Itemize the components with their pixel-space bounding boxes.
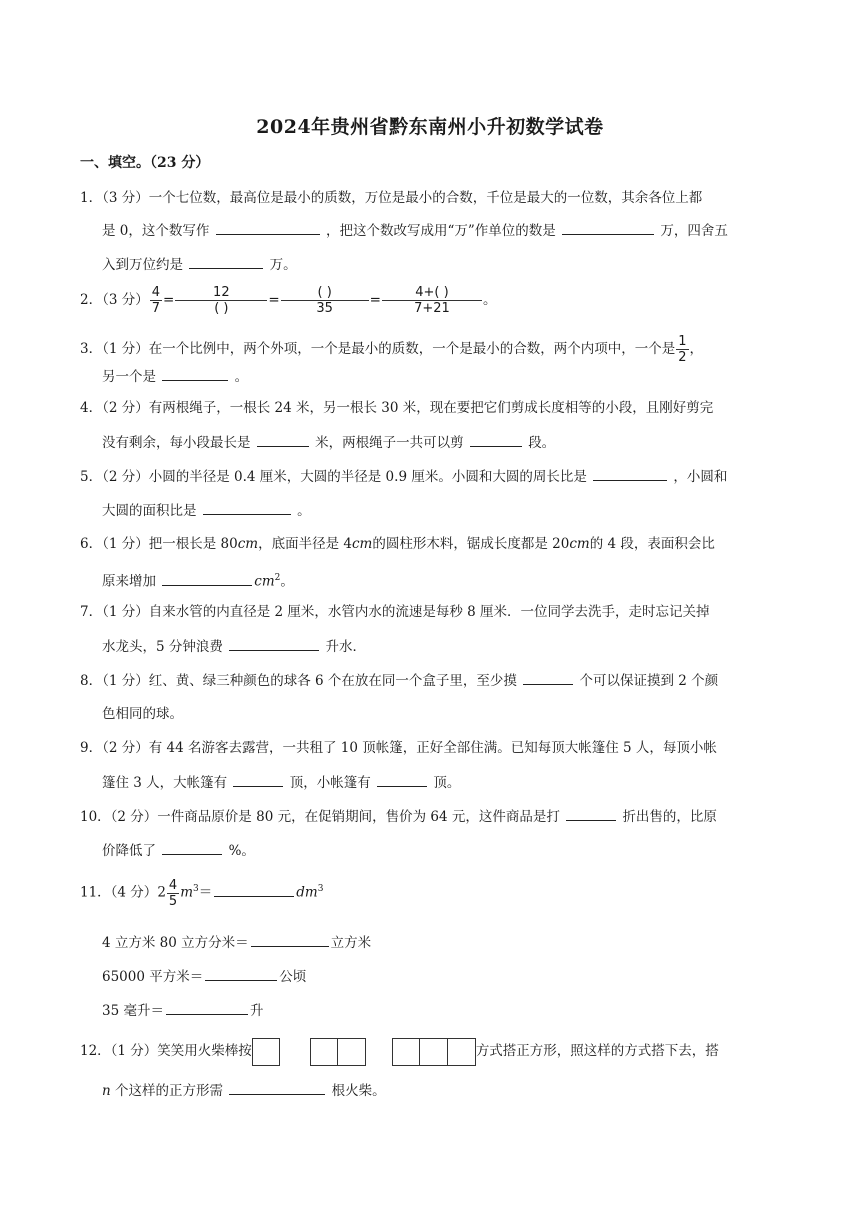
q4-line2: 没有剩余，每小段最长是 米，两根绳子一共可以剪 段。 <box>102 432 555 453</box>
square-icon <box>392 1038 420 1066</box>
q11-blank-cubic[interactable] <box>251 932 329 947</box>
q10-blank-percent[interactable] <box>162 840 222 855</box>
q5-blank-area[interactable] <box>203 500 291 515</box>
q3-line2: 另一个是 。 <box>102 366 248 387</box>
matchstick-pattern-2 <box>310 1038 366 1066</box>
q1-line3: 入到万位约是 万。 <box>102 254 297 275</box>
q3-blank[interactable] <box>162 366 228 381</box>
q12-line2: n 个这样的正方形需 根火柴。 <box>102 1080 386 1101</box>
q11-blank-dm[interactable] <box>214 882 294 897</box>
q4-blank-count[interactable] <box>470 432 522 447</box>
q7-line1: 7．（1 分）自来水管的内直径是 2 厘米，水管内水的流速是每秒 8 厘米．一位同学去洗手，走时忘记关掉 <box>80 604 710 620</box>
q9-line1: 9．（2 分）有 44 名游客去露营，一共租了 10 顶帐篷，正好全部住满。已知每顶大帐篷住 5 人，每顶小帐 <box>80 740 717 756</box>
q1-line1: 1．（3 分）一个七位数，最高位是最小的质数，万位是最小的合数，千位是最大的一位数，其余各位上都 <box>80 190 703 206</box>
q2-line: 2．（3 分） $\frac{4}{7}$ = $\frac{12}{( )}$ = $\frac{( )}{35}$ = $\frac{4+( )}{7+21}$ 。 <box>80 285 497 316</box>
q12-line1: 12．（1 分）笑笑用火柴棒按 方式搭正方形，照这样的方式搭下去，搭 <box>80 1036 719 1066</box>
q5-line2: 大圆的面积比是 。 <box>102 500 311 521</box>
q10-line1: 10．（2 分）一件商品原价是 80 元，在促销期间，售价为 64 元，这件商品是打 折出售的，比原 <box>80 806 717 827</box>
q10-line2: 价降低了 %。 <box>102 840 255 861</box>
q6-line1: 6．（1 分）把一根长是 80cm，底面半径是 4cm的圆柱形木料，锯成长度都是 20cm的 4 段，表面积会比 <box>80 536 715 552</box>
section-heading: 一、填空。（23 分） <box>80 155 210 171</box>
q11-fraction: $\frac{4}{5}$ <box>168 877 178 909</box>
q8-blank[interactable] <box>523 670 573 685</box>
q11-blank-hectare[interactable] <box>205 966 277 981</box>
square-icon <box>252 1038 280 1066</box>
q1-blank-round[interactable] <box>189 254 263 269</box>
q9-blank-big[interactable] <box>233 772 283 787</box>
q9-blank-small[interactable] <box>377 772 427 787</box>
square-icon <box>448 1038 476 1066</box>
q5-blank-perimeter[interactable] <box>593 466 667 481</box>
q2-fraction-2[interactable]: $\frac{12}{( )}$ <box>175 285 267 316</box>
q10-blank-discount[interactable] <box>566 806 616 821</box>
square-icon <box>310 1038 338 1066</box>
q4-line1: 4．（2 分）有两根绳子，一根长 24 米，另一根长 30 米，现在要把它们剪成长度相等的小段，且刚好剪完 <box>80 400 714 416</box>
q11-line3: 65000 平方米＝ 公顷 <box>102 966 306 987</box>
q7-blank[interactable] <box>229 636 319 651</box>
q11-blank-liter[interactable] <box>166 1000 248 1015</box>
q1-line2: 是 0，这个数写作 ，把这个数改写成用“万”作单位的数是 万，四舍五 <box>102 220 728 241</box>
q7-line2: 水龙头，5 分钟浪费 升水． <box>102 636 366 657</box>
q8-line2: 色相同的球。 <box>102 706 183 722</box>
q2-fraction-4[interactable]: $\frac{4+( )}{7+21}$ <box>382 285 482 316</box>
q12-blank[interactable] <box>229 1080 325 1095</box>
square-icon <box>338 1038 366 1066</box>
q11-line4: 35 毫升＝ 升 <box>102 1000 263 1021</box>
q9-line2: 篷住 3 人，大帐篷有 顶，小帐篷有 顶。 <box>102 772 460 793</box>
q1-blank-wan[interactable] <box>562 220 654 235</box>
q5-line1: 5．（2 分）小圆的半径是 0.4 厘米，大圆的半径是 0.9 厘米。小圆和大圆的周长比是 ，小圆和 <box>80 466 727 487</box>
square-icon <box>420 1038 448 1066</box>
q3-fraction: $\frac{1}{2}$ <box>678 334 687 365</box>
q8-line1: 8．（1 分）红、黄、绿三种颜色的球各 6 个在放在同一个盒子里，至少摸 个可以保证摸到 2 个颜 <box>80 670 718 691</box>
q1-blank-write[interactable] <box>216 220 320 235</box>
q6-blank[interactable] <box>162 571 252 586</box>
q2-fraction-1: $\frac{4}{7}$ <box>151 285 161 316</box>
q11-line2: 4 立方米 80 立方分米＝ 立方米 <box>102 932 371 953</box>
q4-blank-length[interactable] <box>257 432 309 447</box>
matchstick-pattern-3 <box>392 1038 476 1066</box>
q6-line2: 原来增加 $cm^2$。 <box>102 568 294 592</box>
q11-line1: 11．（4 分）2 $\frac{4}{5}$ $m^3= dm^3$ <box>80 877 324 909</box>
matchstick-pattern-1 <box>252 1038 280 1066</box>
exam-title: 2024年贵州省黔东南州小升初数学试卷 <box>256 116 604 138</box>
q3-line1: 3．（1 分）在一个比例中，两个外项，一个是最小的质数，一个是最小的合数，两个内项中，一个是 $\frac{1}{2}$ ， <box>80 334 703 365</box>
q2-fraction-3[interactable]: $\frac{( )}{35}$ <box>281 285 369 316</box>
